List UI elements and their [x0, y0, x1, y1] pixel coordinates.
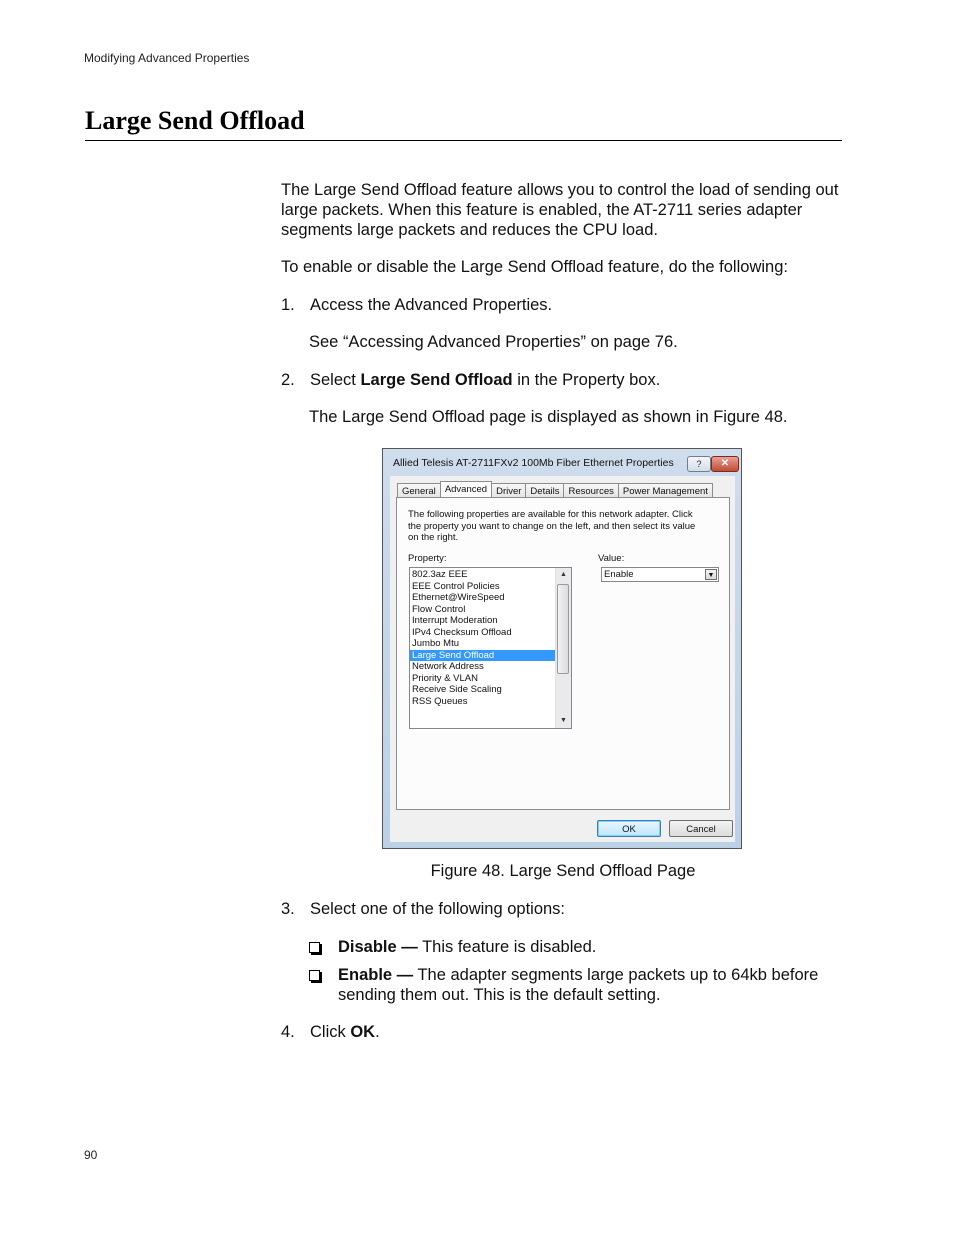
scroll-down-icon[interactable]: ▼	[560, 717, 567, 724]
scroll-thumb[interactable]	[557, 584, 569, 674]
running-head: Modifying Advanced Properties	[84, 51, 250, 65]
option-text: Enable — The adapter segments large packets up to 64kb before sending them out. This is the default setting.	[338, 966, 819, 1004]
step-number: 4.	[281, 1023, 295, 1041]
property-listbox[interactable]	[409, 567, 572, 729]
step-number: 2.	[281, 371, 295, 389]
step-2-note: The Large Send Offload page is displayed as shown in Figure 48.	[309, 408, 788, 426]
value-label: Value:	[598, 553, 625, 564]
cancel-button[interactable]: Cancel	[669, 820, 733, 837]
property-list-item[interactable]: Ethernet@WireSpeed	[412, 592, 505, 603]
checkbox-bullet-icon	[309, 970, 320, 981]
intro-paragraph: The Large Send Offload feature allows you to control the load of sending out large packets. When this feature is enabled, the AT-2711 series adapter segments large packets and reduces the CPU load.	[281, 181, 839, 239]
property-list-item[interactable]: Receive Side Scaling	[412, 684, 502, 695]
property-label: Property:	[408, 553, 447, 564]
tab-resources[interactable]: Resources	[563, 483, 618, 499]
dialog-client-area	[390, 476, 735, 842]
step-text: Select Large Send Offload in the Property box.	[310, 371, 661, 389]
property-list-item[interactable]: Network Address	[412, 661, 484, 672]
scroll-up-icon[interactable]: ▲	[560, 571, 567, 578]
listbox-scrollbar[interactable]	[555, 568, 571, 728]
property-list-item[interactable]: Large Send Offload	[410, 650, 555, 662]
close-button[interactable]: ✕	[711, 456, 739, 472]
step-text: Select one of the following options:	[310, 900, 566, 918]
property-list-item[interactable]: Flow Control	[412, 603, 466, 615]
property-list-item[interactable]: Interrupt Moderation	[412, 615, 498, 626]
property-list-item[interactable]: 802.3az EEE	[412, 569, 468, 580]
property-items	[410, 569, 555, 707]
tab-details[interactable]: Details	[525, 483, 564, 499]
title-rule	[85, 140, 842, 141]
properties-dialog	[382, 448, 742, 849]
value-select[interactable]	[601, 567, 719, 582]
tab-bar	[397, 480, 712, 497]
property-list-item[interactable]: IPv4 Checksum Offload	[412, 626, 512, 638]
property-list-item[interactable]: EEE Control Policies	[412, 580, 500, 592]
value-selected: Enable	[604, 569, 634, 580]
tab-advanced[interactable]: Advanced	[440, 481, 492, 500]
option-text: Disable — This feature is disabled.	[338, 938, 597, 956]
step-text: Click OK.	[310, 1023, 380, 1041]
lead-in-paragraph: To enable or disable the Large Send Offload feature, do the following:	[281, 258, 788, 276]
step-1-note: See “Accessing Advanced Properties” on page 76.	[309, 333, 678, 351]
tab-power-management[interactable]: Power Management	[618, 483, 713, 499]
tab-driver[interactable]: Driver	[491, 483, 526, 499]
advanced-panel	[396, 497, 730, 810]
page-number: 90	[84, 1148, 98, 1162]
panel-description: The following properties are available for this network adapter. Click the property you want to change on the left, and then select its value on the right.	[408, 509, 696, 543]
step-text: Access the Advanced Properties.	[310, 296, 553, 314]
figure-caption: Figure 48. Large Send Offload Page	[430, 862, 696, 880]
chevron-down-icon[interactable]: ▼	[705, 569, 717, 580]
property-list-item[interactable]: Priority & VLAN	[412, 672, 478, 684]
step-number: 1.	[281, 296, 295, 314]
tab-general[interactable]: General	[397, 483, 441, 499]
property-list-item[interactable]: Jumbo Mtu	[412, 638, 459, 649]
ok-button[interactable]: OK	[597, 820, 661, 837]
page-title: Large Send Offload	[85, 106, 305, 135]
step-number: 3.	[281, 900, 295, 918]
dialog-title: Allied Telesis AT-2711FXv2 100Mb Fiber Ethernet Properties	[393, 457, 674, 469]
property-list-item[interactable]: RSS Queues	[412, 695, 468, 707]
checkbox-bullet-icon	[309, 942, 320, 953]
help-button[interactable]: ?	[687, 456, 711, 472]
